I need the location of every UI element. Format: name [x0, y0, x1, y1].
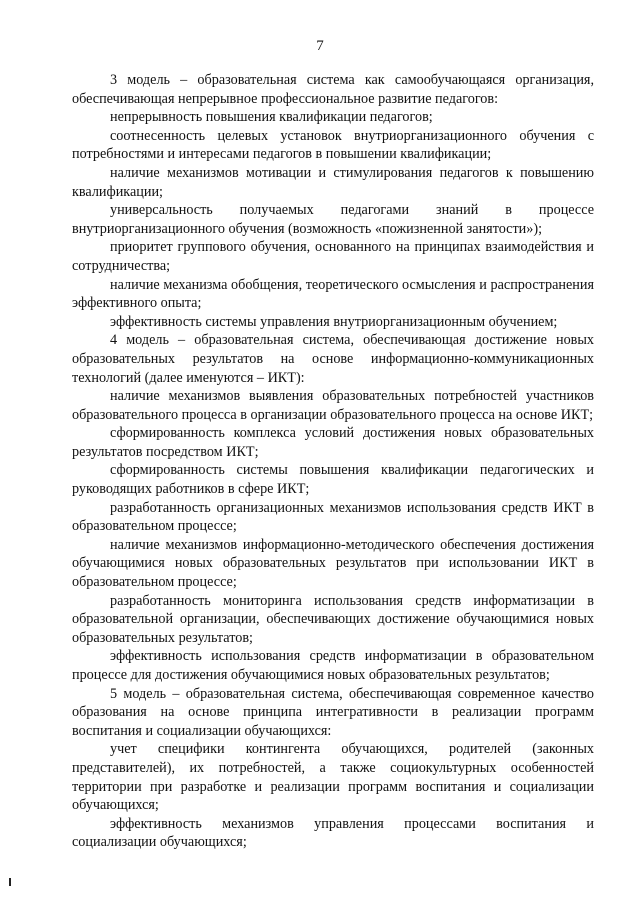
- list-item: эффективность системы управления внутриорганизационным обучением;: [110, 313, 558, 330]
- list-item: наличие механизмов информационно-методического обеспечения достижения обучающимися новых образовательных результатов при использовании ИКТ в образовательном процессе;: [72, 536, 594, 591]
- list-item: сформированность системы повышения квалификации педагогических и руководящих работников в сфере ИКТ;: [72, 462, 594, 498]
- list-item: эффективность механизмов управления процессами воспитания и социализации обучающихся;: [72, 815, 594, 851]
- list-item: приоритет группового обучения, основанного на принципах взаимодействия и сотрудничества;: [72, 239, 594, 274]
- list-item: учет специфики контингента обучающихся, родителей (законных представителей), их потребностей, а также социокультурных особенностей территории при разработке и реализации программ воспитания и социализации обучающихся;: [72, 741, 594, 814]
- list-item: соотнесенность целевых установок внутриорганизационного обучения с потребностями и интересами педагогов в повышении квалификации;: [72, 127, 594, 163]
- list-item: сформированность комплекса условий достижения новых образовательных результатов посредством ИКТ;: [72, 425, 594, 460]
- list-item: разработанность организационных механизмов использования средств ИКТ в образовательном процессе;: [72, 499, 594, 535]
- scan-margin-mark: [9, 878, 11, 886]
- list-item: универсальность получаемых педагогами знаний в процессе внутриорганизационного обучения (возможность «пожизненной занятости»);: [72, 202, 594, 237]
- paragraph-model-3: 3 модель – образовательная система как самообучающаяся организация, обеспечивающая непрерывное профессиональное развитие педагогов:: [72, 72, 594, 107]
- list-item: наличие механизмов мотивации и стимулирования педагогов к повышению квалификации;: [72, 164, 594, 200]
- list-item: наличие механизма обобщения, теоретического осмысления и распространения эффективного опыта;: [72, 276, 594, 312]
- page-number: 7: [316, 38, 324, 54]
- list-item: эффективность использования средств информатизации в образовательном процессе для достижения обучающимися новых образовательных результатов;: [72, 648, 594, 683]
- document-body: [72, 71, 594, 852]
- list-item: непрерывность повышения квалификации педагогов;: [110, 109, 433, 126]
- list-item: наличие механизмов выявления образовательных потребностей участников образовательного процесса в организации образовательного процесса на основе ИКТ;: [72, 388, 594, 423]
- paragraph-model-4: 4 модель – образовательная система, обеспечивающая достижение новых образовательных результатов на основе информационно-коммуникационных технологий (далее именуются – ИКТ):: [72, 332, 594, 386]
- list-item: разработанность мониторинга использования средств информатизации в образовательной организации, обеспечивающих достижение обучающимися новых образовательных результатов;: [72, 592, 594, 646]
- paragraph-model-5: 5 модель – образовательная система, обеспечивающая современное качество образования на основе принципа интегративности в реализации программ воспитания и социализации обучающихся:: [72, 685, 594, 739]
